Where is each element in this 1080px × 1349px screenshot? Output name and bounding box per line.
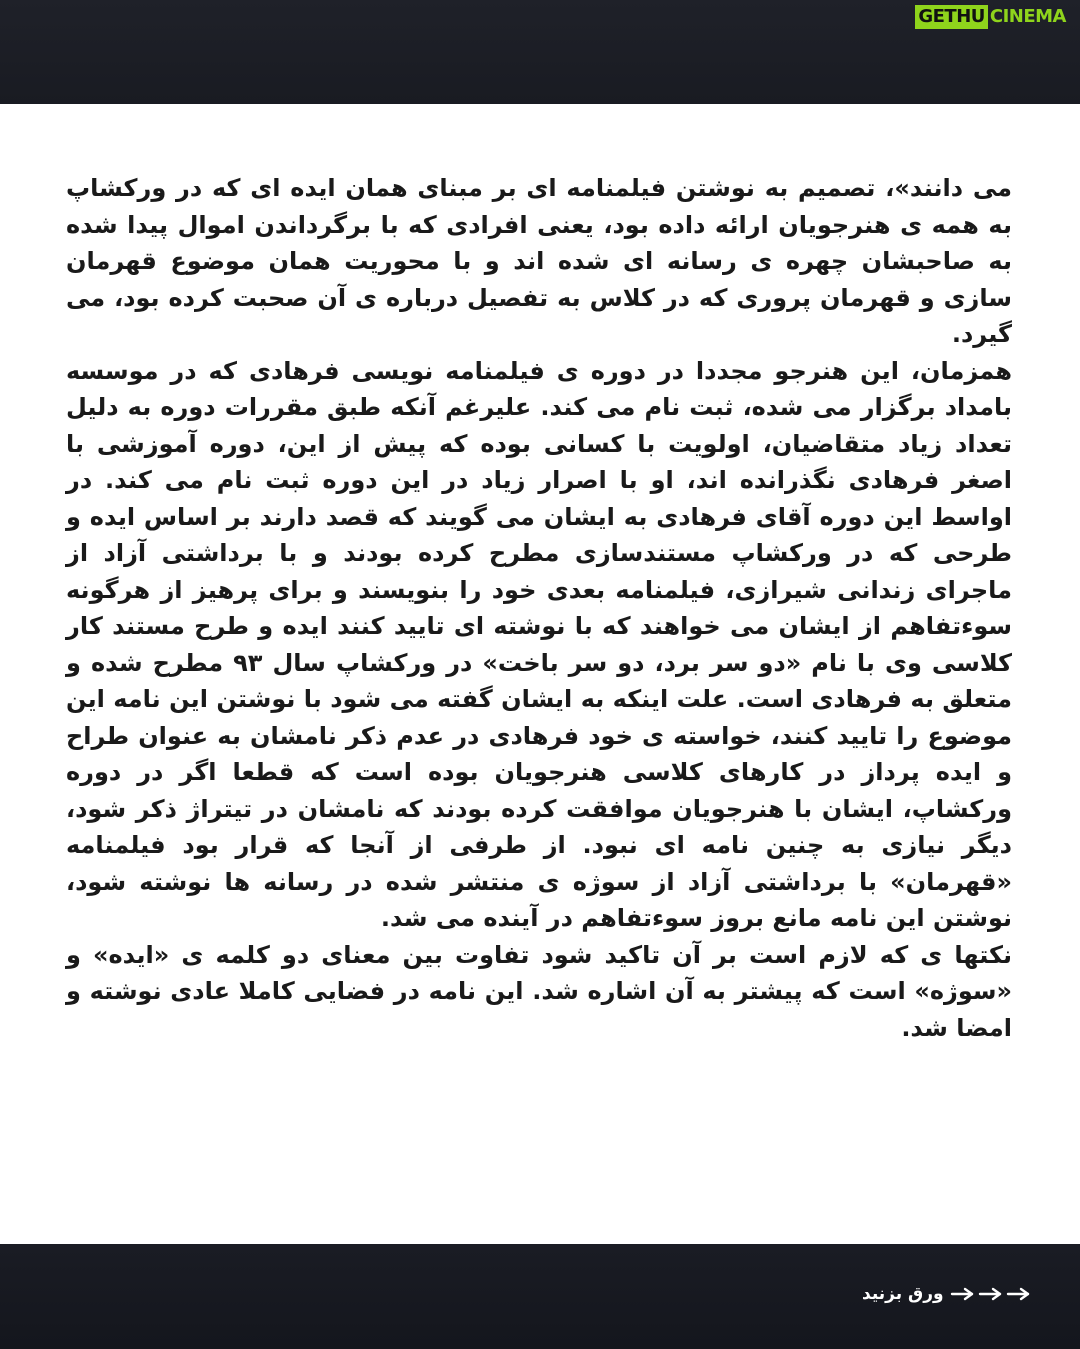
swipe-hint[interactable]	[862, 1279, 1032, 1309]
article-paragraph-3: نکتها ی که لازم است بر آن تاکید شود تفاوت بین معنای دو کلمه ی «ایده» و «سوژه» است که پیشتر به آن اشاره شد. این نامه در فضایی کاملا عادی نوشته و امضا شد.	[66, 940, 1012, 1042]
article-text	[66, 170, 1012, 1046]
swipe-arrows	[950, 1287, 1032, 1301]
article-paragraph-2: همزمان، این هنرجو مجددا در دوره ی فیلمنامه نویسی فرهادی که در موسسه بامداد برگزار می شده، ثبت نام می کند. علیرغم آنکه طبق مقررات دوره به دلیل تعداد زیاد متقاضیان، اولویت با کسانی بوده که پیش از این، دوره آموزشی با اصغر فرهادی نگذرانده اند، او با اصرار زیاد در این دوره ثبت نام می کند. در اواسط این دوره آقای فرهادی به ایشان می گویند که قصد دارند بر اساس ایده و طرحی که در ورکشاپ مستندسازی مطرح کرده بودند و با برداشتی آزاد از ماجرای زندانی شیرازی، فیلمنامه بعدی خود را بنویسند و برای پرهیز از هرگونه سوءتفاهم از ایشان می خواهند که با نوشته ای تایید کنند ایده و طرح مستند کار کلاسی وی با نام «دو سر برد، دو سر باخت» در ورکشاپ سال ۹۳ مطرح شده و متعلق به فرهادی است. علت اینکه به ایشان گفته می شود با نوشتن این نامه این موضوع را تایید کنند، خواسته ی خود فرهادی در عدم ذکر نامشان به عنوان طراح و ایده پرداز در کارهای کلاسی هنرجویان بوده است که قطعا اگر در دوره ورکشاپ، ایشان با هنرجویان موافقت کرده بودند که نامشان در تیتراژ ذکر شود، دیگر نیازی به چنین نامه ای نبود. از طرفی از آنجا که قرار بود فیلمنامه «قهرمان» با برداشتی آزاد از سوژه ی منتشر شده در رسانه ها نوشته شود، نوشتن این نامه مانع بروز سوءتفاهم در آینده می شد.	[66, 356, 1012, 932]
arrow-right-icon	[978, 1287, 1004, 1301]
arrow-right-icon	[1006, 1287, 1032, 1301]
arrow-right-icon	[950, 1287, 976, 1301]
top-bar	[0, 0, 1080, 104]
logo-primary-text: GETHU	[915, 5, 988, 29]
article-paragraph-1: می دانند»، تصمیم به نوشتن فیلمنامه ای بر مبنای همان ایده ای که در ورکشاپ به همه ی هنرجویان ارائه داده بود، یعنی افرادی که با برگرداندن اموال پیدا شده به صاحبشان چهره ی رسانه ای شده اند و با محوریت همان موضوع قهرمان سازی و قهرمان پروری که در کلاس به تفصیل درباره ی آن صحبت کرده بود، می گیرد.	[66, 174, 1012, 348]
gethu-cinema-logo	[915, 4, 1068, 30]
article-panel	[0, 104, 1080, 1244]
swipe-label: ورق بزنید	[862, 1284, 944, 1304]
logo-secondary-text: CINEMA	[989, 6, 1066, 27]
